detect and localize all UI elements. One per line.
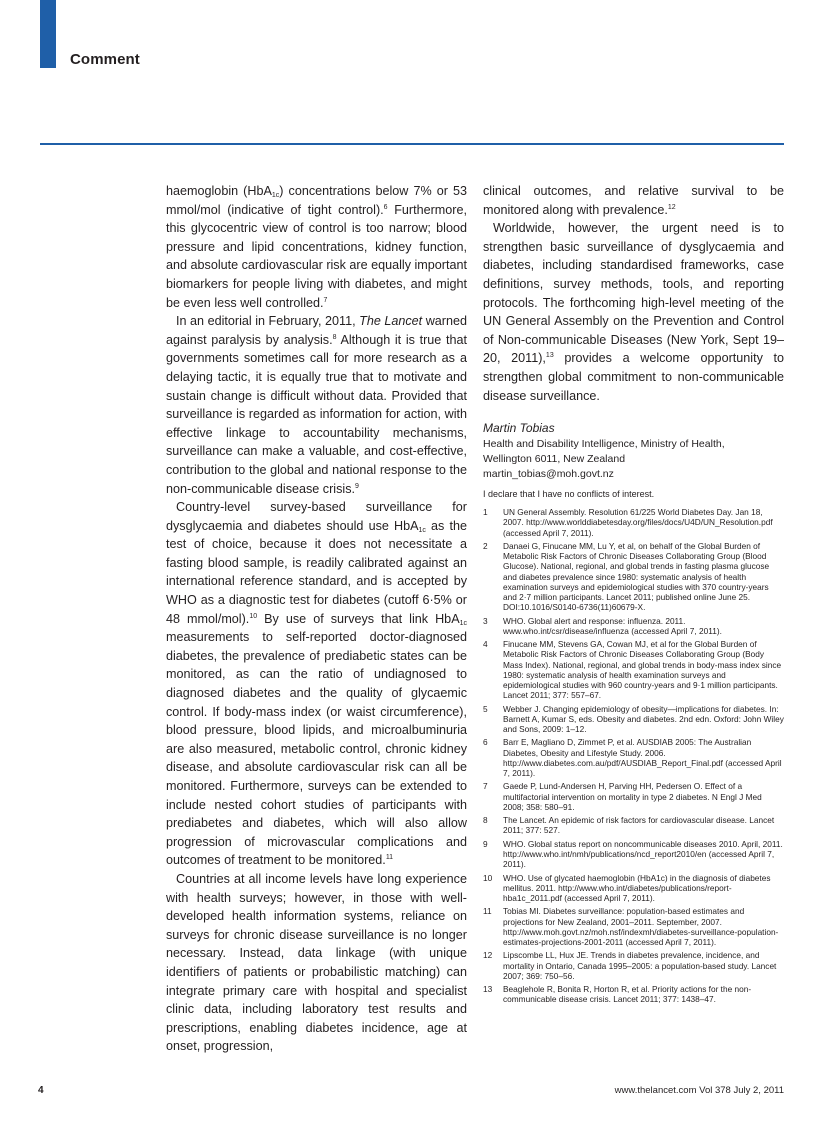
- section-accent-bar: [40, 0, 56, 68]
- reference-item: [483, 639, 784, 700]
- reference-marker[interactable]: 7: [323, 296, 328, 304]
- reference-marker[interactable]: 8: [332, 333, 337, 341]
- paragraph-1: [166, 182, 467, 312]
- reference-item: [483, 984, 784, 1004]
- reference-number: 4: [483, 639, 488, 650]
- reference-text: Barr E, Magliano D, Zimmet P, et al. AUSDIAB 2005: The Australian Diabetes, Obesity and Lifestyle Study. 2006. http://www.diabetes.com.au/pdf/AUSDIAB_Report_Final.pdf (accessed April 7, 2011).: [503, 737, 782, 778]
- paragraph-3: [166, 498, 467, 870]
- paragraph-2: [166, 312, 467, 498]
- text-run: clinical outcomes, and relative survival to be monitored along with prevalence.: [483, 184, 784, 217]
- reference-text: Tobias MI. Diabetes surveillance: population-based estimates and projections for New Zealand, 2001–2011. September, 2007. http://www.moh.govt.nz/moh.nsf/indexmh/diabetes-surveillance-population-estimates-projections-2001-2011 (accessed April 7, 2011).: [503, 906, 779, 947]
- text-run: measurements to self-reported doctor-diagnosed diabetes, the prevalence of prediabetic states can be monitored, as can the ratio of undiagnosed to diagnosed diabetes and the quality of glycaemic control. If body-mass index (or waist circumference), blood pressure, blood lipids, and microalbuminuria are also measured, metabolic control, chronic kidney disease, and absolute cardiovascular risk can all be monitored. Furthermore, surveys can be extended to include nested cohort studies of participants with prediabetes and diabetes, which will also allow progression of microvascular complications and outcomes of treatment to be monitored.: [166, 630, 467, 868]
- reference-marker[interactable]: 10: [249, 612, 258, 620]
- reference-marker[interactable]: 12: [667, 203, 676, 211]
- reference-item: [483, 873, 784, 904]
- reference-number: 11: [483, 906, 492, 917]
- paragraph-4: [166, 870, 467, 1056]
- reference-text: Finucane MM, Stevens GA, Cowan MJ, et al for the Global Burden of Metabolic Risk Factors of Chronic Diseases Collaborating Group (Body Mass Index). National, regional, and global trends in body-mass index since 1980: systematic analysis of health examination surveys and epidemiological studies with 960 country-years and 9·1 million participants. Lancet 2011; 377: 557–67.: [503, 639, 782, 701]
- reference-number: 7: [483, 781, 488, 792]
- reference-number: 9: [483, 838, 488, 849]
- reference-number: 10: [483, 872, 493, 883]
- reference-text: WHO. Use of glycated haemoglobin (HbA1c) in the diagnosis of diabetes mellitus. 2011. http://www.who.int/diabetes/publications/report-hba1c_2011.pdf (accessed April 7, 2011).: [503, 872, 771, 903]
- text-run: Countries at all income levels have long experience with health surveys; however, in those with well-developed health information systems, reliance on surveys for chronic disease surveillance is no longer necessary. Instead, data linkage (with unique identifiers of patients or probabilistic matching) can integrate primary care with hospital and specialist clinic data, including laboratory test results and prescriptions, enabling diabetes incidence, age at onset, progression,: [166, 871, 467, 1054]
- reference-marker[interactable]: 13: [545, 352, 554, 360]
- reference-text: UN General Assembly. Resolution 61/225 World Diabetes Day. Jan 18, 2007. http://www.worlddiabetesday.org/files/docs/U4D/UN_Resolution.pdf (accessed April 7, 2011).: [503, 507, 773, 538]
- subscript: 1c: [459, 619, 467, 627]
- reference-number: 5: [483, 703, 488, 714]
- text-run: Although it is true that governments sometimes call for more research as a delaying tactic, it is equally true that to motivate and sustain change is difficult without data. Provided that surveillance is regarded as information for action, with effective linkage to accountability mechanisms, surveillance can make a valuable, and cost-effective, contribution to the global and national response to the non-communicable disease crisis.: [166, 332, 467, 496]
- reference-item: [483, 839, 784, 870]
- reference-number: 12: [483, 950, 493, 961]
- text-run: Furthermore, this glycocentric view of control is too narrow; blood pressure and lipid concentrations, kidney function, and absolute cardiovascular risk are equally important biomarkers for people living with diabetes, and might be even less well controlled.: [166, 202, 468, 310]
- reference-item: [483, 616, 784, 636]
- reference-item: [483, 507, 784, 538]
- text-run: Worldwide, however, the urgent need is to strengthen basic surveillance of dysglycaemia and diabetes, including standardised frameworks, case definitions, survey methods, tools, and reporting protocols. The forthcoming high-level meeting of the UN General Assembly on the Prevention and Control of Non-communicable Diseases (New York, Sept 19–20, 2011),: [483, 221, 784, 366]
- reference-list: [483, 507, 784, 1004]
- reference-item: [483, 541, 784, 612]
- author-email[interactable]: martin_tobias@moh.govt.nz: [483, 468, 614, 481]
- text-run: haemoglobin (HbA: [166, 184, 272, 198]
- subscript: 1c: [271, 192, 280, 199]
- left-column: [166, 182, 467, 1056]
- reference-text: Lipscombe LL, Hux JE. Trends in diabetes prevalence, incidence, and mortality in Ontario, Canada 1995–2005: a population-based study. Lancet 2007; 369: 750–56.: [503, 950, 777, 981]
- reference-item: [483, 704, 784, 735]
- paragraph-6: [483, 219, 784, 405]
- reference-number: 2: [483, 540, 488, 551]
- text-run: warned against paralysis by analysis.: [166, 314, 468, 347]
- author-city: Wellington 6011, New Zealand: [483, 453, 626, 466]
- reference-marker[interactable]: 9: [355, 482, 359, 490]
- reference-text: Beaglehole R, Bonita R, Horton R, et al. Priority actions for the non-communicable disease crisis. Lancet 2011; 377: 1438–47.: [503, 984, 752, 1005]
- header-divider: [40, 143, 784, 145]
- author-affiliation: Health and Disability Intelligence, Ministry of Health,: [483, 438, 725, 451]
- text-run: ) concentrations below 7% or 53 mmol/mol (indicative of tight control).: [166, 184, 467, 217]
- text-run: Country-level survey-based surveillance for dysglycaemia and diabetes should use HbA: [166, 500, 467, 533]
- right-column: [483, 182, 784, 1008]
- reference-text: Gaede P, Lund-Andersen H, Parving HH, Pedersen O. Effect of a multifactorial intervention on mortality in type 2 diabetes. N Engl J Med 2008; 358: 580–91.: [503, 781, 762, 812]
- journal-name: The Lancet: [359, 314, 423, 329]
- conflict-declaration: I declare that I have no conflicts of interest.: [483, 489, 655, 500]
- reference-item: [483, 815, 784, 835]
- subscript: 1c: [418, 526, 426, 534]
- reference-number: 3: [483, 615, 488, 626]
- text-run: provides a welcome opportunity to strengthen global commitment to non-communicable disease surveillance.: [483, 351, 785, 403]
- text-run: In an editorial in February, 2011,: [176, 314, 360, 329]
- reference-item: [483, 737, 784, 778]
- reference-item: [483, 906, 784, 947]
- section-label: Comment: [70, 51, 140, 68]
- paragraph-5: [483, 182, 784, 219]
- reference-item: [483, 781, 784, 812]
- reference-marker[interactable]: 11: [385, 854, 394, 862]
- reference-text: Danaei G, Finucane MM, Lu Y, et al, on behalf of the Global Burden of Metabolic Risk Factors of Chronic Diseases Collaborating Group (Blood Glucose). National, regional, and global trends in fasting plasma glucose and diabetes prevalence since 1980: systematic analysis of health examination surveys and epidemiological studies with 370 country-years and 2·7 million participants. Lancet 2011; published online June 25. DOI:10.1016/S0140-6736(11)60679-X.: [503, 540, 770, 613]
- reference-number: 1: [483, 507, 488, 518]
- reference-text: Webber J. Changing epidemiology of obesity—implications for diabetes. In: Barnett A, Kumar S, eds. Obesity and diabetes. 2nd edn. Oxford: John Wiley and Sons, 2009: 1–12.: [503, 703, 784, 734]
- reference-number: 8: [483, 815, 488, 826]
- reference-marker[interactable]: 6: [383, 203, 388, 211]
- text-run: as the test of choice, because it does not necessitate a fasting blood sample, is readily calibrated against an international reference standard, and is accepted by WHO as a diagnostic test for diabetes (cutoff 6·5% or 48 mmol/mol).: [166, 518, 467, 626]
- author-block: [483, 420, 784, 482]
- author-name: Martin Tobias: [483, 421, 555, 436]
- text-run: By use of surveys that link HbA: [257, 611, 460, 626]
- reference-text: WHO. Global status report on noncommunicable diseases 2010. April, 2011. http://www.who.int/nmh/publications/ncd_report2010/en (accessed April 7, 2011).: [503, 838, 783, 870]
- reference-number: 13: [483, 984, 493, 995]
- page-number: 4: [38, 1085, 44, 1096]
- reference-text: WHO. Global alert and response: influenza. 2011. www.who.int/csr/disease/influenza (accessed April 7, 2011).: [503, 615, 722, 636]
- reference-item: [483, 950, 784, 981]
- reference-number: 6: [483, 737, 488, 748]
- journal-footer: www.thelancet.com Vol 378 July 2, 2011: [614, 1085, 784, 1096]
- reference-text: The Lancet. An epidemic of risk factors for cardiovascular disease. Lancet 2011; 377: 527.: [503, 815, 775, 836]
